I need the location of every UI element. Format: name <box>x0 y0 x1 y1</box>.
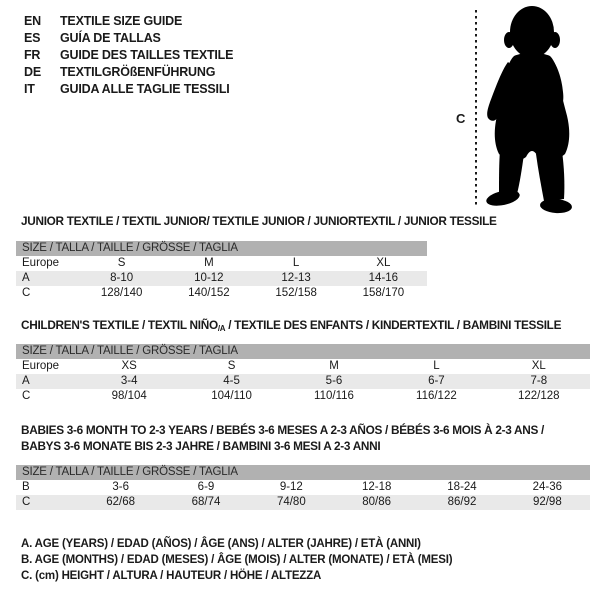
size-cell: S <box>227 360 236 372</box>
age-cell: 12-18 <box>361 481 392 493</box>
table-row-europe <box>16 359 590 374</box>
language-code: EN <box>24 14 41 28</box>
children-size-table <box>16 344 590 404</box>
age-cell: 9-12 <box>279 481 303 493</box>
age-cell: 6-7 <box>428 375 445 387</box>
note-age-months: B. AGE (MONTHS) / EDAD (MESES) / ÂGE (MOIS) / ALTER (MONATE) / ETÀ (MESI) <box>21 554 453 566</box>
height-cell: 116/122 <box>416 390 457 402</box>
note-age-years: A. AGE (YEARS) / EDAD (AÑOS) / ÂGE (ANS) / ALTER (JAHRE) / ETÀ (ANNI) <box>21 538 421 550</box>
language-row-es <box>24 30 233 47</box>
height-cell: 158/170 <box>362 287 405 299</box>
babies-title-line2: BABYS 3-6 MONATE BIS 2-3 JAHRE / BAMBINI 3-6 MESI A 2-3 ANNI <box>21 439 381 453</box>
size-cell: M <box>204 257 214 269</box>
table-row-europe <box>16 256 427 271</box>
age-cell: 6-9 <box>197 481 215 493</box>
baby-silhouette-figure <box>450 2 596 216</box>
size-cell: XL <box>531 360 546 372</box>
age-cell: 7-8 <box>530 375 548 387</box>
height-cell: 128/140 <box>100 287 143 299</box>
table-row-height <box>16 495 590 510</box>
babies-title-line1: BABIES 3-6 MONTH TO 2-3 YEARS / BEBÉS 3-6 MESES A 2-3 AÑOS / BÉBÉS 3-6 MOIS À 2-3 ANS / <box>21 423 545 437</box>
size-header-bar: SIZE / TALLA / TAILLE / GRÖSSE / TAGLIA <box>16 241 427 256</box>
language-code: ES <box>24 31 41 45</box>
height-cell: 92/98 <box>532 496 562 508</box>
row-label: B <box>22 481 30 493</box>
language-label: TEXTILGRÖßENFÜHRUNG <box>60 65 216 79</box>
age-cell: 4-5 <box>223 375 240 387</box>
age-cell: 3-6 <box>112 481 129 493</box>
language-list <box>24 13 233 98</box>
height-cell: 140/152 <box>188 287 230 299</box>
children-section-title <box>21 317 561 337</box>
height-cell: 122/128 <box>518 390 560 402</box>
size-cell: M <box>329 360 339 372</box>
height-cell: 152/158 <box>275 287 317 299</box>
table-row-age <box>16 271 427 286</box>
title-subscript: /A <box>217 324 226 333</box>
height-cell: 110/116 <box>314 390 354 402</box>
row-label: C <box>22 287 31 299</box>
height-cell: 86/92 <box>447 496 477 508</box>
row-label: C <box>22 390 31 402</box>
size-cell: L <box>433 360 440 372</box>
language-label: GUIDA ALLE TAGLIE TESSILI <box>60 82 230 96</box>
title-text: / TEXTILE DES ENFANTS / KINDERTEXTIL / BAMBINI TESSILE <box>225 318 562 332</box>
row-label: Europe <box>22 257 60 269</box>
size-cell: XS <box>121 360 137 372</box>
height-cell: 74/80 <box>276 496 306 508</box>
age-cell: 10-12 <box>194 272 224 284</box>
table-row-age-months <box>16 480 590 495</box>
height-cell: 104/110 <box>211 390 252 402</box>
row-label: C <box>22 496 31 508</box>
junior-size-table <box>16 241 427 301</box>
language-label: TEXTILE SIZE GUIDE <box>60 14 183 28</box>
note-height-cm: C. (cm) HEIGHT / ALTURA / HAUTEUR / HÖHE / ALTEZZA <box>21 570 322 582</box>
language-code: DE <box>24 65 41 79</box>
language-code: IT <box>24 82 35 96</box>
age-cell: 8-10 <box>110 272 134 284</box>
age-cell: 18-24 <box>447 481 477 493</box>
row-label: A <box>22 272 30 284</box>
size-header-bar: SIZE / TALLA / TAILLE / GRÖSSE / TAGLIA <box>16 465 590 480</box>
age-cell: 24-36 <box>532 481 563 493</box>
age-cell: 14-16 <box>368 272 399 284</box>
title-text: CHILDREN'S TEXTILE / TEXTIL NIÑO <box>21 318 218 332</box>
height-cell: 68/74 <box>191 496 221 508</box>
height-cell: 62/68 <box>106 496 136 508</box>
size-cell: S <box>117 257 126 269</box>
size-cell: L <box>292 257 300 269</box>
age-cell: 3-4 <box>120 375 138 387</box>
legend-notes <box>21 536 452 584</box>
row-label: A <box>22 375 30 387</box>
language-row-it <box>24 81 233 98</box>
language-label: GUIDE DES TAILLES TEXTILE <box>60 48 234 62</box>
language-row-fr <box>24 47 233 64</box>
language-row-de <box>24 64 233 81</box>
height-cell: 80/86 <box>362 496 392 508</box>
table-row-age <box>16 374 590 389</box>
baby-silhouette <box>485 6 573 214</box>
row-label: Europe <box>22 360 60 372</box>
language-code: FR <box>24 48 41 62</box>
junior-section-title: JUNIOR TEXTILE / TEXTIL JUNIOR/ TEXTILE JUNIOR / JUNIORTEXTIL / JUNIOR TESSILE <box>21 214 497 228</box>
age-cell: 12-13 <box>281 272 311 284</box>
height-cell: 98/104 <box>111 390 147 402</box>
table-row-height <box>16 286 427 301</box>
size-header-bar: SIZE / TALLA / TAILLE / GRÖSSE / TAGLIA <box>16 344 590 359</box>
babies-size-table <box>16 465 590 510</box>
language-label: GUÍA DE TALLAS <box>60 31 161 45</box>
size-cell: XL <box>376 257 391 269</box>
babies-section-title <box>21 422 544 454</box>
language-row-en <box>24 13 233 30</box>
height-label: C <box>456 111 466 126</box>
table-row-height <box>16 389 590 404</box>
age-cell: 5-6 <box>325 375 343 387</box>
